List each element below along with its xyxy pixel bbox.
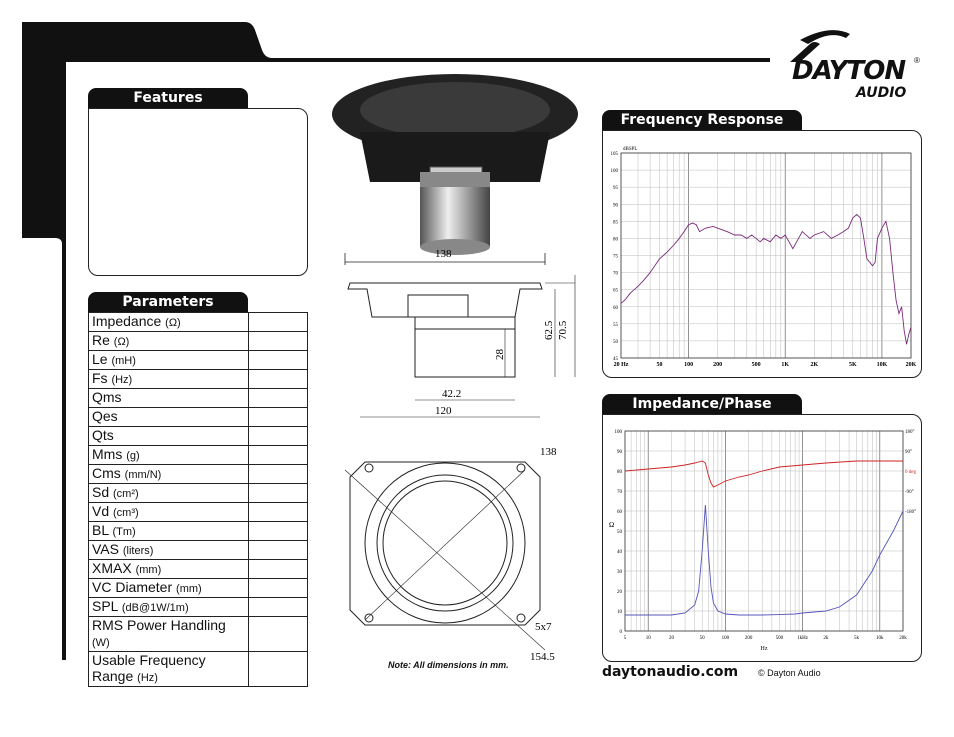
param-label [89,446,249,465]
param-label [89,484,249,503]
param-name: Usable Frequency Range [92,652,206,684]
x-tick-label: 20 Hz [613,362,629,368]
param-name: Qts [92,427,114,443]
impedance-box [602,414,922,662]
param-unit: (Tm) [112,526,136,538]
side-dimension-drawing [330,245,590,425]
param-value [249,617,308,652]
x-tick-label: 10k [876,636,884,641]
y-tick-label: 0 [619,630,622,635]
param-unit: (Ω) [113,336,130,348]
y-tick-label: 50 [617,530,622,535]
y-axis-label: dBSPL [623,147,638,152]
x-tick-label: 50 [699,636,705,641]
param-row [89,370,308,389]
brand-reg: ® [914,56,920,65]
dim-height-total: 70.5 [557,320,569,340]
param-value [249,484,308,503]
x-tick-label: 5K [848,362,857,368]
brand-name: DAYTON [792,56,906,86]
y-tick-label: 60 [613,305,618,311]
y-tick-label: 30 [617,570,622,575]
x-tick-label: 20 [668,636,674,641]
right-tick-label: 0 deg [905,470,916,475]
param-value [249,652,308,687]
x-tick-label: 2k [823,636,829,641]
y-axis-label: Ω [609,521,615,529]
right-tick-label: 180° [905,430,915,435]
x-tick-label: 100 [684,362,694,368]
x-tick-label: 200 [713,362,723,368]
brand-sub: AUDIO [856,85,907,101]
param-label [89,389,249,408]
param-row [89,465,308,484]
y-tick-label: 45 [613,357,618,362]
y-tick-label: 90 [613,203,618,209]
param-unit: (dB@1W/1m) [121,602,189,614]
y-tick-label: 10 [617,610,622,615]
param-label [89,427,249,446]
param-unit: (mm/N) [124,469,162,481]
param-label [89,652,249,687]
param-name: Qms [92,389,122,405]
param-unit: (Hz) [137,672,158,684]
param-label [89,579,249,598]
param-unit: (mm) [176,583,202,595]
param-unit: (Ω) [165,317,181,329]
parameters-heading: Parameters [88,292,248,312]
param-row [89,332,308,351]
param-row [89,408,308,427]
param-name: XMAX [92,560,132,576]
dim-front-diag: 154.5 [530,651,555,663]
param-label [89,560,249,579]
x-tick-label: 50 [656,362,663,368]
x-tick-label: 200 [744,636,753,641]
y-tick-label: 70 [613,271,618,277]
x-tick-label: 5 [623,636,627,641]
param-value [249,351,308,370]
right-tick-label: -90° [905,490,914,495]
dim-magnet-depth: 28 [494,349,506,360]
x-tick-label: 5k [854,636,860,641]
y-tick-label: 90 [617,450,622,455]
param-row [89,560,308,579]
param-row [89,598,308,617]
impedance-line [625,505,903,615]
param-value [249,579,308,598]
param-label [89,332,249,351]
param-value [249,560,308,579]
right-tick-label: -180° [905,510,917,515]
param-value [249,427,308,446]
x-tick-label: 500 [751,362,761,368]
param-name: Le [92,351,108,367]
param-name: Mms [92,446,123,462]
y-tick-label: 50 [613,339,618,345]
param-row [89,446,308,465]
param-unit: (g) [126,450,140,462]
param-label [89,351,249,370]
param-value [249,598,308,617]
param-row [89,522,308,541]
param-row [89,652,308,687]
parameters-table [88,312,308,687]
param-unit: (Hz) [111,374,133,386]
param-value [249,370,308,389]
param-unit: (W) [92,637,110,649]
y-tick-label: 70 [617,490,622,495]
x-tick-label: 2K [810,362,819,368]
param-row [89,503,308,522]
speaker-photo [330,72,580,262]
y-tick-label: 85 [613,220,618,226]
param-name: Vd [92,503,110,519]
y-tick-label: 60 [617,510,622,515]
param-value [249,408,308,427]
features-box [88,108,308,276]
param-label [89,617,249,652]
param-value [249,541,308,560]
x-tick-label: 1kHz [797,636,809,641]
param-label [89,522,249,541]
dim-height-flange: 62.5 [543,320,555,340]
param-value [249,465,308,484]
y-tick-label: 20 [617,590,622,595]
frequency-heading: Frequency Response [602,110,802,130]
param-row [89,313,308,332]
param-unit: (mH) [111,355,136,367]
x-axis-label: Hz [760,646,768,652]
footer-copyright: © Dayton Audio [758,668,821,678]
footer-url[interactable]: daytonaudio.com [602,664,739,680]
frequency-response-chart [603,131,921,377]
x-tick-label: 100 [721,636,730,641]
param-row [89,541,308,560]
param-value [249,332,308,351]
param-label [89,465,249,484]
front-dimension-drawing [335,430,575,665]
param-value [249,313,308,332]
y-tick-label: 40 [617,550,622,555]
x-tick-label: 10 [645,636,651,641]
response-line [621,215,911,345]
y-tick-label: 65 [613,288,618,294]
param-value [249,446,308,465]
dim-holes: 5x7 [535,621,552,633]
param-label [89,541,249,560]
param-name: VC Diameter [92,579,173,595]
param-value [249,522,308,541]
param-row [89,579,308,598]
y-tick-label: 100 [610,169,618,175]
impedance-phase-chart [603,415,921,661]
x-tick-label: 500 [775,636,784,641]
param-value [249,389,308,408]
dim-magnet-dia: 42.2 [442,388,462,400]
dimension-note: Note: All dimensions in mm. [388,660,509,670]
param-name: BL [92,522,109,538]
y-tick-label: 55 [613,322,618,328]
param-name: Re [92,332,110,348]
param-row [89,617,308,652]
param-label [89,598,249,617]
x-tick-label: 20k [899,636,907,641]
param-row [89,427,308,446]
y-tick-label: 75 [613,254,618,260]
param-unit: (cm³) [113,507,139,519]
y-tick-label: 80 [613,237,618,243]
param-name: RMS Power Handling [92,617,226,633]
param-unit: (cm²) [113,488,139,500]
param-label [89,408,249,427]
param-name: Impedance [92,313,162,329]
frequency-box [602,130,922,378]
y-tick-label: 100 [614,430,622,435]
dim-top-width: 138 [435,248,452,260]
param-label [89,370,249,389]
param-unit: (liters) [122,545,154,557]
param-value [249,503,308,522]
param-name: Sd [92,484,110,500]
dim-cutout: 120 [435,405,452,417]
param-name: Fs [92,370,108,386]
impedance-heading: Impedance/Phase [602,394,802,414]
features-heading: Features [88,88,248,108]
param-row [89,389,308,408]
y-tick-label: 80 [617,470,622,475]
y-tick-label: 95 [613,186,618,192]
y-tick-label: 105 [610,152,618,157]
param-name: SPL [92,598,118,614]
param-unit: (mm) [135,564,162,576]
param-name: Cms [92,465,121,481]
phase-line [625,461,903,487]
dim-front-outer: 138 [540,446,557,458]
x-tick-label: 1K [781,362,790,368]
x-tick-label: 20K [905,362,917,368]
param-row [89,351,308,370]
param-name: VAS [92,541,119,557]
right-tick-label: 90° [905,450,912,455]
param-row [89,484,308,503]
param-name: Qes [92,408,118,424]
param-label [89,503,249,522]
dayton-logo [770,22,920,104]
param-label [89,313,249,332]
x-tick-label: 10K [876,362,888,368]
